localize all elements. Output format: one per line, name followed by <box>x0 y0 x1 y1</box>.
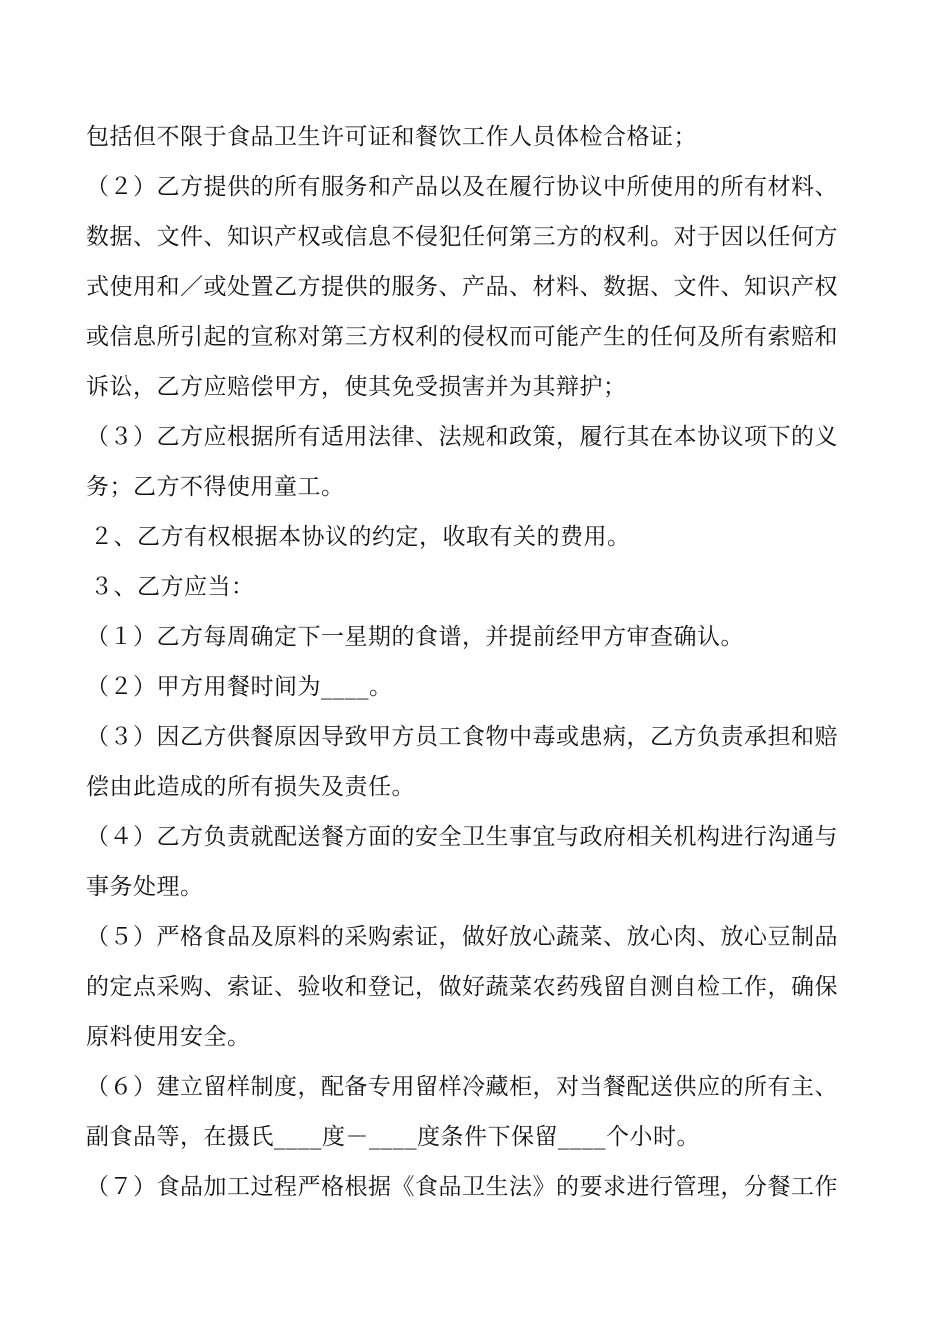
text-line: （１）乙方每周确定下一星期的食谱，并提前经甲方审查确认。 <box>86 624 744 650</box>
text-line: （７）食品加工过程严格根据《食品卫生法》的要求进行管理，分餐工作 <box>86 1174 838 1200</box>
text-line: 数据、文件、知识产权或信息不侵犯任何第三方的权利。对于因以任何方 <box>86 224 838 250</box>
text-line: 式使用和／或处置乙方提供的服务、产品、材料、数据、文件、知识产权 <box>86 274 838 300</box>
text-line: （５）严格食品及原料的采购索证，做好放心蔬菜、放心肉、放心豆制品 <box>86 924 838 950</box>
text-line: 事务处理。 <box>86 874 204 900</box>
text-line: 的定点采购、索证、验收和登记，做好蔬菜农药残留自测自检工作，确保 <box>86 974 838 1000</box>
text-line: （３）乙方应根据所有适用法律、法规和政策，履行其在本协议项下的义 <box>86 424 838 450</box>
text-line: ３、乙方应当： <box>90 574 255 600</box>
text-line: （４）乙方负责就配送餐方面的安全卫生事宜与政府相关机构进行沟通与 <box>86 824 838 850</box>
text-line: （２）甲方用餐时间为____。 <box>86 674 393 700</box>
text-line: （６）建立留样制度，配备专用留样冷藏柜，对当餐配送供应的所有主、 <box>86 1074 838 1100</box>
document-body <box>86 112 866 1212</box>
text-line: 包括但不限于食品卫生许可证和餐饮工作人员体检合格证； <box>86 124 697 150</box>
text-line: 原料使用安全。 <box>86 1024 251 1050</box>
text-line: 务；乙方不得使用童工。 <box>86 474 345 500</box>
text-line: 或信息所引起的宣称对第三方权利的侵权而可能产生的任何及所有索赔和 <box>86 324 838 350</box>
text-line: （２）乙方提供的所有服务和产品以及在履行协议中所使用的所有材料、 <box>86 174 838 200</box>
text-line: 诉讼，乙方应赔偿甲方，使其免受损害并为其辩护； <box>86 374 627 400</box>
text-line: 副食品等，在摄氏____度－____度条件下保留____个小时。 <box>86 1124 700 1150</box>
text-line: 偿由此造成的所有损失及责任。 <box>86 774 415 800</box>
text-line: （３）因乙方供餐原因导致甲方员工食物中毒或患病，乙方负责承担和赔 <box>86 724 838 750</box>
text-line: ２、乙方有权根据本协议的约定，收取有关的费用。 <box>90 524 631 550</box>
